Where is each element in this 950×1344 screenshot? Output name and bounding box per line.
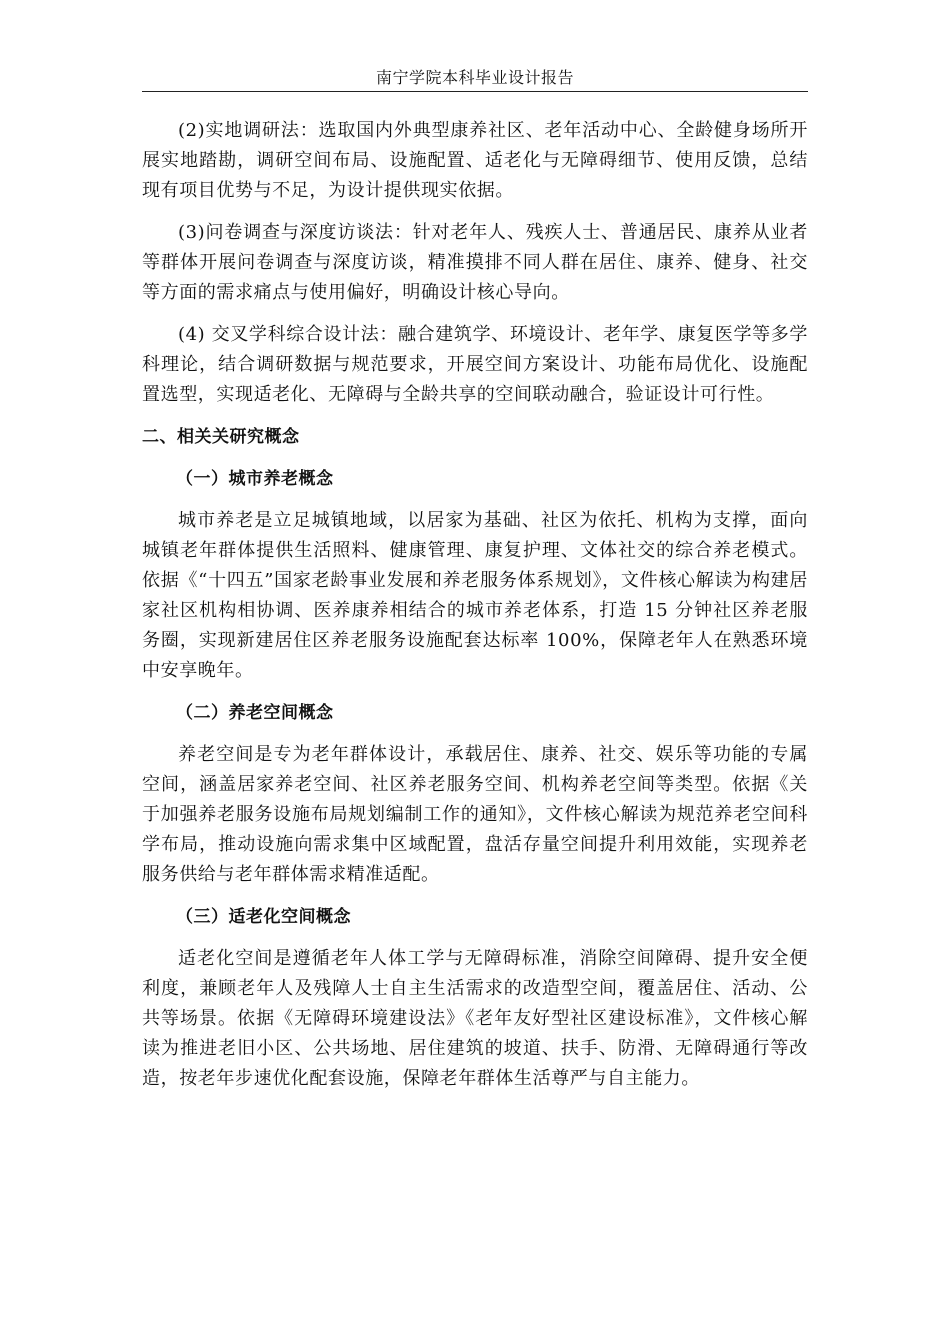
subheading-elderly-care-space: （二）养老空间概念 <box>176 703 334 723</box>
running-header: 南宁学院本科毕业设计报告 <box>375 68 574 87</box>
paragraph-field-research-method: (2)实地调研法：选取国内外典型康养社区、老年活动中心、全龄健身场所开展实地踏勘，调研空间布局、设施配置、适老化与无障碍细节、使用反馈，总结现有项目优势与不足，为设计提供现实依据。 <box>142 120 808 201</box>
document-body <box>142 116 808 1094</box>
paragraph-urban-elderly-care: 城市养老是立足城镇地域，以居家为基础、社区为依托、机构为支撑，面向城镇老年群体提供生活照料、健康管理、康复护理、文体社交的综合养老模式。依据《“十四五”国家老龄事业发展和养老服务体系规划》，文件核心解读为构建居家社区机构相协调、医养康养相结合的城市养老体系，打造 15 分钟社区养老服务圈，实现新建居住区养老服务设施配套达标率 100%，保障老年人在熟悉环境中安享晚年。 <box>142 510 808 681</box>
paragraph-survey-interview-method: (3)问卷调查与深度访谈法：针对老年人、残疾人士、普通居民、康养从业者等群体开展问卷调查与深度访谈，精准摸排不同人群在居住、康养、健身、社交等方面的需求痛点与使用偏好，明确设计核心导向。 <box>142 222 808 303</box>
section-heading-related-concepts: 二、相关关研究概念 <box>142 427 300 447</box>
header-rule <box>142 91 808 92</box>
paragraph-elderly-care-space: 养老空间是专为老年群体设计，承载居住、康养、社交、娱乐等功能的专属空间，涵盖居家养老空间、社区养老服务空间、机构养老空间等类型。依据《关于加强养老服务设施布局规划编制工作的通知》，文件核心解读为规范养老空间科学布局，推动设施向需求集中区域配置，盘活存量空间提升利用效能，实现养老服务供给与老年群体需求精准适配。 <box>142 744 808 885</box>
paragraph-age-friendly-space: 适老化空间是遵循老年人体工学与无障碍标准，消除空间障碍、提升安全便利度，兼顾老年人及残障人士自主生活需求的改造型空间，覆盖居住、活动、公共等场景。依据《无障碍环境建设法》《老年友好型社区建设标准》，文件核心解读为推进老旧小区、公共场地、居住建筑的坡道、扶手、防滑、无障碍通行等改造，按老年步速优化配套设施，保障老年群体生活尊严与自主能力。 <box>142 948 808 1089</box>
subheading-urban-elderly-care: （一）城市养老概念 <box>176 469 334 489</box>
subheading-age-friendly-space: （三）适老化空间概念 <box>176 907 351 927</box>
paragraph-interdisciplinary-method: (4) 交叉学科综合设计法：融合建筑学、环境设计、老年学、康复医学等多学科理论，结合调研数据与规范要求，开展空间方案设计、功能布局优化、设施配置选型，实现适老化、无障碍与全龄共享的空间联动融合，验证设计可行性。 <box>142 324 808 405</box>
